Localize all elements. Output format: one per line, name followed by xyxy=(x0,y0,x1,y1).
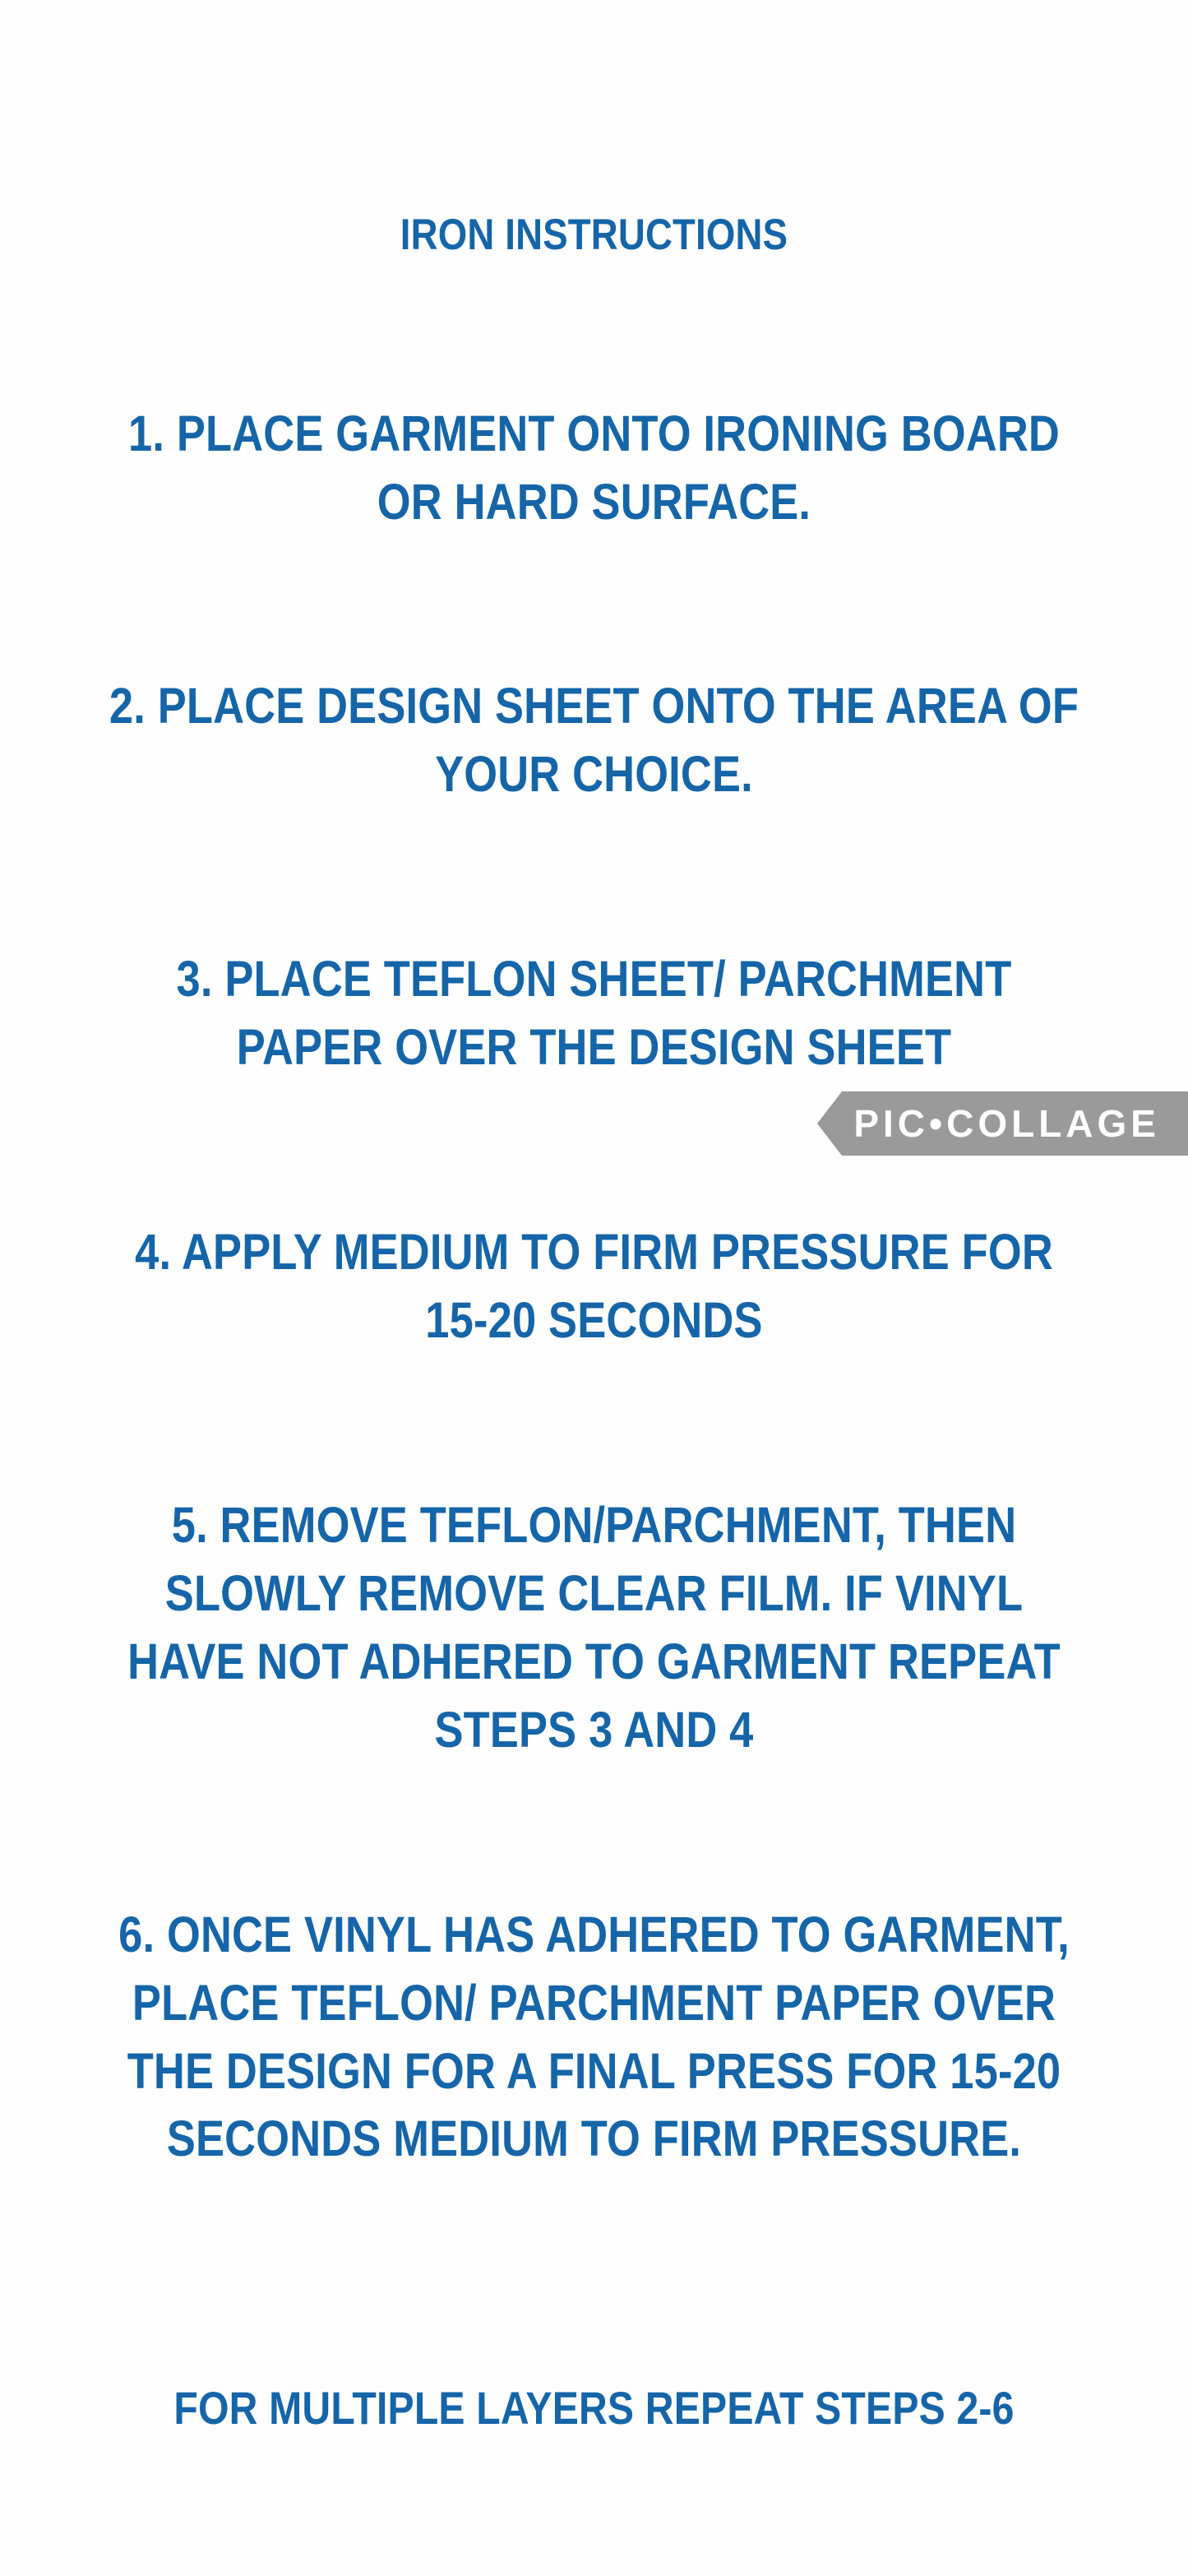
instruction-step-2: 2. PLACE DESIGN SHEET ONTO THE AREA OF YOUR CHOICE. xyxy=(109,678,1090,803)
ribbon-tail-icon xyxy=(817,1091,842,1156)
watermark-brand-label: PIC•COLLAGE xyxy=(853,1102,1160,1145)
pic-collage-watermark xyxy=(817,1091,1188,1156)
instruction-step-3: 3. PLACE TEFLON SHEET/ PARCHMENT PAPER OVER THE DESIGN SHEET xyxy=(176,951,1024,1076)
instruction-step-5: 5. REMOVE TEFLON/PARCHMENT, THEN SLOWLY REMOVE CLEAR FILM. IF VINYL HAVE NOT ADHERED TO GARMENT REPEAT STEPS 3 AND 4 xyxy=(127,1496,1073,1758)
instruction-step-1: 1. PLACE GARMENT ONTO IRONING BOARD OR HARD SURFACE. xyxy=(128,405,1072,530)
watermark-plate xyxy=(842,1091,1188,1156)
iron-instructions-block xyxy=(83,71,1105,2576)
page-title: IRON INSTRUCTIONS xyxy=(400,210,788,259)
instruction-step-6: 6. ONCE VINYL HAS ADHERED TO GARMENT, PLACE TEFLON/ PARCHMENT PAPER OVER THE DESIGN FOR A FINAL PRESS FOR 15-20 SECONDS MEDIUM TO FIRM PRESSURE. xyxy=(118,1906,1082,2167)
instruction-step-4: 4. APPLY MEDIUM TO FIRM PRESSURE FOR 15-20 SECONDS xyxy=(135,1224,1066,1349)
footer-note: FOR MULTIPLE LAYERS REPEAT STEPS 2-6 xyxy=(173,2381,1015,2434)
